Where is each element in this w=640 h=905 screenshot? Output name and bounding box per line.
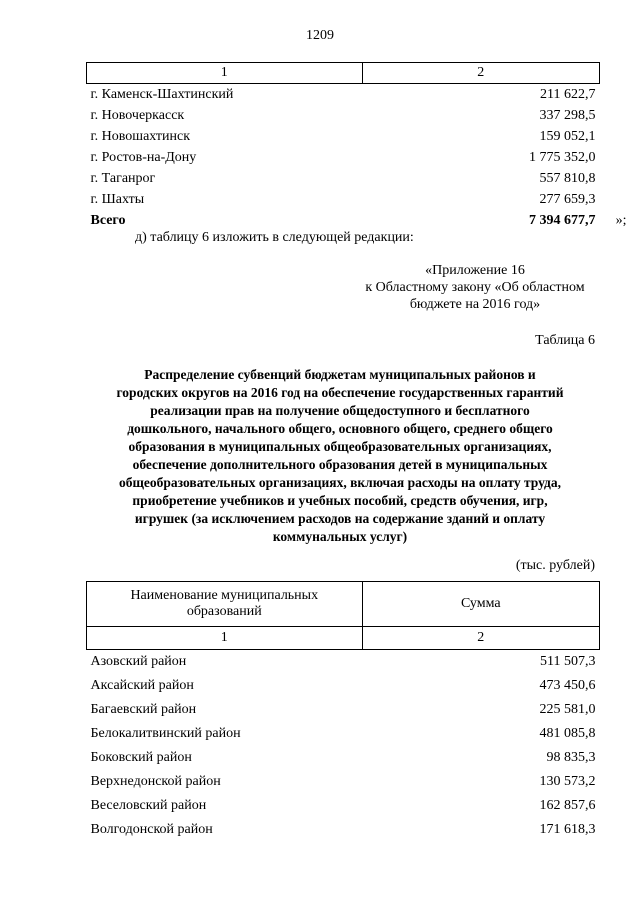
table-2-column-numbers [87,627,600,650]
appendix-line: бюджете на 2016 год» [409,297,541,312]
row-value: 225 581,0 [539,702,596,717]
document-title [80,366,600,546]
table-row [87,746,600,770]
row-name: Веселовский район [90,798,207,813]
row-value: 473 450,6 [539,678,596,693]
column-number-2: 2 [362,627,599,650]
title-line: коммунальных услуг) [272,529,408,544]
row-name: Багаевский район [90,702,197,717]
row-name: Аксайский район [90,678,194,693]
row-value: 171 618,3 [539,822,596,837]
row-value: 511 507,3 [540,654,596,669]
title-line: общеобразовательных организациях, включая расходы на оплату труда, [119,475,561,490]
row-value: 162 857,6 [539,798,596,813]
table-row [87,722,600,746]
column-number-1: 1 [87,627,363,650]
row-value: 159 052,1 [539,129,596,144]
table-2-header [87,582,600,627]
row-name: г. Каменск-Шахтинский [90,87,234,102]
title-line: приобретение учебников и учебных пособий, средств обучения, игр, [132,493,548,508]
row-name: г. Таганрог [90,171,156,186]
total-label: Всего [90,213,126,228]
header-name-line: образований [186,604,262,619]
row-value: 98 835,3 [546,750,596,765]
title-line: городских округов на 2016 год на обеспечение государственных гарантий [116,385,564,400]
title-line: реализации прав на получение общедоступного и бесплатного [150,403,530,418]
row-value: 130 573,2 [539,774,596,789]
total-row [87,210,600,231]
table-row [87,168,600,189]
title-line: образования в муниципальных общеобразовательных организациях, [128,439,552,454]
title-line: дошкольного, начального общего, основного общего, среднего общего [127,421,553,436]
row-name: г. Шахты [90,192,145,207]
row-name: г. Новочеркасск [90,108,185,123]
table-row [87,698,600,722]
column-number-1: 1 [87,63,363,84]
table-1-header [87,63,600,84]
table-row [87,770,600,794]
table-row [87,147,600,168]
header-name-line: Наименование муниципальных [130,588,319,603]
instruction-text: д) таблицу 6 изложить в следующей редакции: [135,230,414,245]
row-name: Боковский район [90,750,192,765]
appendix-block [340,262,610,313]
total-value-cell [362,210,627,231]
title-line: обеспечение дополнительного образования детей в муниципальных [132,457,548,472]
total-suffix: »; [615,213,627,228]
title-line: Распределение субвенций бюджетам муниципальных районов и [144,367,536,382]
table-row [87,818,600,842]
row-name: г. Новошахтинск [90,129,191,144]
table-row [87,650,600,675]
row-value: 481 085,8 [539,726,596,741]
column-number-2: 2 [362,63,599,84]
header-name-cell [87,582,363,627]
row-name: Белокалитвинский район [90,726,241,741]
table-row [87,674,600,698]
row-name: Азовский район [90,654,187,669]
table-2 [86,581,600,842]
row-value: 1 775 352,0 [529,150,596,165]
table-row [87,189,600,210]
appendix-line: «Приложение 16 [425,263,525,278]
row-value: 211 622,7 [540,87,596,102]
row-value: 557 810,8 [539,171,596,186]
table-row [87,794,600,818]
row-value: 277 659,3 [539,192,596,207]
table-row [87,105,600,126]
row-name: Верхнедонской район [90,774,221,789]
row-value: 337 298,5 [539,108,596,123]
table-row [87,126,600,147]
page-number: 1209 [306,28,334,43]
table-number: Таблица 6 [535,333,595,348]
table-row [87,84,600,106]
units-label: (тыс. рублей) [515,558,595,573]
total-value: 7 394 677,7 [529,213,596,228]
table-1 [86,62,627,231]
title-line: игрушек (за исключением расходов на содержание зданий и оплату [134,511,546,526]
row-name: г. Ростов-на-Дону [90,150,197,165]
header-sum-cell: Сумма [362,582,599,627]
appendix-line: к Областному закону «Об областном [365,280,585,295]
row-name: Волгодонской район [90,822,213,837]
